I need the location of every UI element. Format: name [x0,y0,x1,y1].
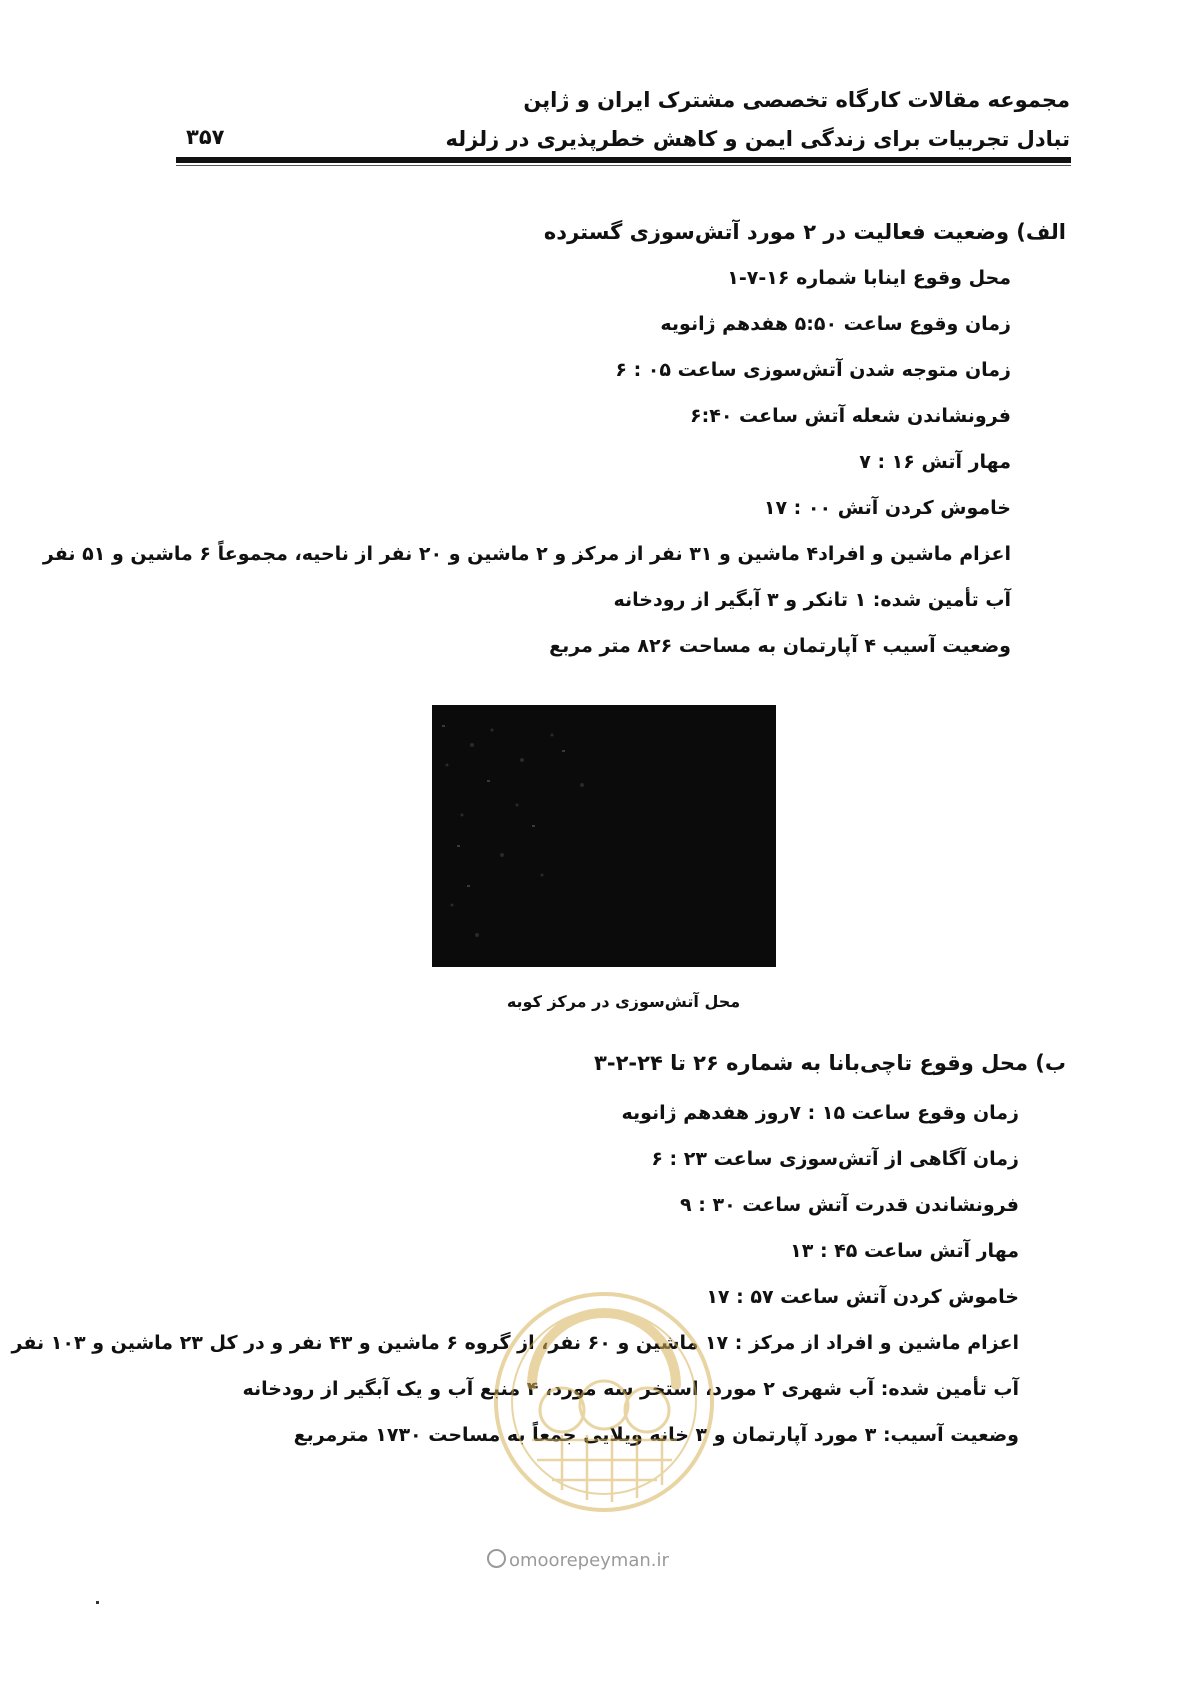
header-rule-thin [176,165,1071,166]
running-title-line-1: مجموعه مقالات کارگاه تخصصی مشترک ایران و ژاپن [523,88,1070,112]
seal-stamp-logo [492,1290,717,1515]
section-a-line: مهار آتش ۱۶ : ۷ [859,451,1011,473]
scan-mark [96,1601,99,1604]
section-b-line: زمان وقوع ساعت ۱۵ : ۷روز هفدهم ژانویه [621,1102,1019,1124]
section-a-line: زمان وقوع ساعت ۵:۵۰ هفدهم ژانویه [660,313,1011,335]
section-b-line: آب تأمین شده: آب شهری ۲ مورد، استخر سه مورد، ۴ منبع آب و یک آبگیر از رودخانه [242,1378,1019,1400]
page-header [0,0,1191,170]
figure-caption-text: محل آتش‌سوزی در مرکز کوبه [506,992,741,1011]
at-icon [487,1549,506,1568]
watermark [487,1549,669,1571]
section-a-line: اعزام ماشین و افراد۴ ماشین و ۳۱ نفر از مرکز و ۲ ماشین و ۲۰ نفر از ناحیه، مجموعاً ۶ ماشین و ۵۱ نفر [42,543,1011,565]
section-b-line: اعزام ماشین و افراد از مرکز : ۱۷ ماشین و ۶۰ نفر، از گروه ۶ ماشین و ۴۳ نفر و در کل ۲۳ ماشین و ۱۰۳ نفر [11,1332,1019,1354]
running-title-line-2: تبادل تجربیات برای زندگی ایمن و کاهش خطرپذیری در زلزله [445,127,1070,151]
section-a-line: خاموش کردن آتش ۰۰ : ۱۷ [763,497,1011,519]
section-b-line: زمان آگاهی از آتش‌سوزی ساعت ۲۳ : ۶ [651,1148,1019,1170]
section-b-line: خاموش کردن آتش ساعت ۵۷ : ۱۷ [706,1286,1019,1308]
section-b-heading: ب) محل وقوع تاچی‌بانا به شماره ۲۶ تا ۲۴-۲-۳ [594,1051,1066,1075]
section-b-line: فرونشاندن قدرت آتش ساعت ۳۰ : ۹ [680,1194,1019,1216]
section-a-line: محل وقوع اینابا شماره ۱۶-۷-۱ [727,267,1011,289]
section-a-line: زمان متوجه شدن آتش‌سوزی ساعت ۰۵ : ۶ [615,359,1011,381]
section-a-line: وضعیت آسیب ۴ آپارتمان به مساحت ۸۲۶ متر مربع [549,635,1011,657]
section-a-line: فرونشاندن شعله آتش ساعت ۶:۴۰ [690,405,1011,427]
section-b-line: مهار آتش ساعت ۴۵ : ۱۳ [790,1240,1019,1262]
figure-caption [0,992,1191,1011]
header-rule [176,157,1071,163]
section-a-line: آب تأمین شده: ۱ تانکر و ۳ آبگیر از رودخانه [613,589,1011,611]
fire-photo [432,705,776,967]
section-a-heading: الف) وضعیت فعالیت در ۲ مورد آتش‌سوزی گسترده [543,220,1066,244]
section-b-line: وضعیت آسیب: ۳ مورد آپارتمان و ۳ خانه ویلایی جمعاً به مساحت ۱۷۳۰ مترمربع [293,1424,1019,1446]
watermark-text: omoorepeyman.ir [509,1550,669,1571]
page-number: ۳۵۷ [186,125,225,149]
